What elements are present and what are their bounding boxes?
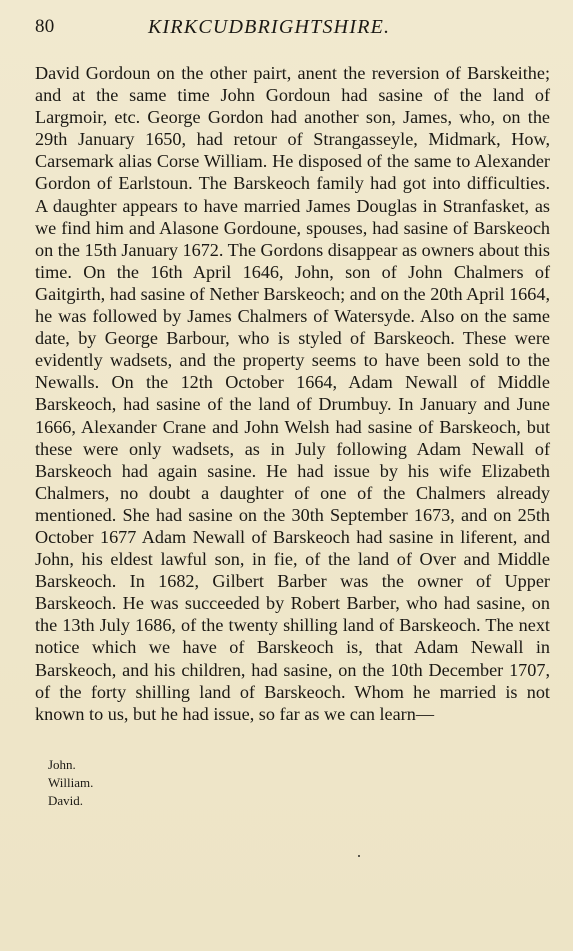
- page-number: 80: [35, 16, 55, 37]
- main-text: [35, 62, 550, 725]
- children-list: [48, 756, 548, 810]
- child-name: David.: [48, 792, 84, 808]
- paragraph: David Gordoun on the other pairt, anent the reversion of Barskeithe; and at the same time John Gordoun had sasine of the land of Largmoir, etc. George Gordon had another son, James, who, on the 29th January 1650, had retour of Strangasseyle, Midmark, How, Carsemark alias Corse William. He disposed of the same to Alexander Gordon of Earlstoun. The Barskeoch family had got into difficulties. A daughter appears to have married James Douglas in Stranfasket, as we find him and Alasone Gordoune, spouses, had sasine of Barskeoch on the 15th January 1672. The Gordons disappear as owners about this time. On the 16th April 1646, John, son of John Chalmers of Gaitgirth, had sasine of Nether Barskeoch; and on the 20th April 1664, he was followed by James Chalmers of Watersyde. Also on the same date, by George Barbour, who is styled of Barskeoch. These were evidently wadsets, and the property seems to have been sold to the Newalls. On the 12th October 1664, Adam Newall of Middle Barskeoch, had sasine of the land of Drumbuy. In January and June 1666, Alexander Crane and John Welsh had sasine of Barskeoch, but these were only wadsets, as in July following Adam Newall of Barskeoch had again sasine. He had issue by his wife Elizabeth Chalmers, no doubt a daughter of one of the Chalmers already mentioned. She had sasine on the 30th September 1673, and on 25th October 1677 Adam Newall of Barskeoch had sasine in liferent, and John, his eldest lawful son, in fie, of the land of Over and Middle Barskeoch. In 1682, Gilbert Barber was the owner of Upper Barskeoch. He was succeeded by Robert Barber, who had sasine, on the 13th July 1686, of the twenty shilling land of Barskeoch. The next notice which we have of Barskeoch is, that Adam Newall in Barskeoch, and his children, had sasine, on the 10th December 1707, of the forty shilling land of Barskeoch. Whom he married is not known to us, but he had issue, so far as we can learn—: [35, 63, 550, 724]
- running-title: KIRKCUDBRIGHTSHIRE.: [148, 16, 391, 38]
- child-name: John.: [48, 756, 76, 772]
- print-mark: [358, 855, 360, 857]
- child-name: William.: [48, 774, 94, 790]
- page-header: [35, 16, 548, 44]
